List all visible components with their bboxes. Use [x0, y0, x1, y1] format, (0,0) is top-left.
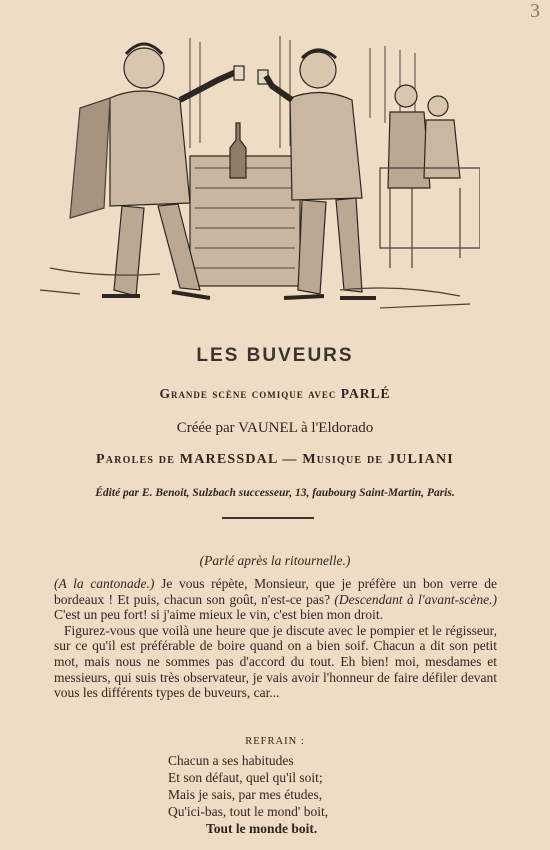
paragraph-2: Figurez-vous que voilà une heure que je discute avec le pompier et le régisseur, sur ce qu'il est préférable de boire quand on a bien soif. Chacun a dit son petit mot, mais nous ne sommes pas d'accord du tout. Eh bien! moi, mesdames et messieurs, qui suis très observateur, je vais avoir l'honneur de faire défiler devant vous les différents types de buveurs, car...	[54, 622, 497, 701]
spoken-text	[54, 576, 497, 701]
page-number: 3	[530, 0, 540, 22]
lyrics-music-credits: Paroles de MARESSDAL — Musique de JULIANI	[96, 452, 454, 467]
verse-line: Mais je sais, par mes études,	[168, 787, 323, 802]
song-title: LES BUVEURS	[196, 345, 354, 366]
verse-line: Et son défaut, quel qu'il soit;	[168, 770, 323, 785]
stage-direction: (A la cantonade.)	[54, 576, 155, 591]
verse-line: Chacun a ses habitudes	[168, 753, 294, 768]
paragraph-text: C'est un peu fort! si j'aime mieux le vin, c'est bien mon droit.	[54, 607, 383, 623]
paragraph-1	[54, 576, 497, 623]
drinkers-illustration	[40, 28, 480, 328]
creator-line: Créée par VAUNEL à l'Eldorado	[176, 420, 374, 436]
publisher-line: Édité par E. Benoit, Sulzbach successeur, 13, faubourg Saint-Martin, Paris.	[95, 487, 455, 499]
paragraph-text: Je vous répète, Monsieur, que je préfère un bon verre de bordeaux ! Et puis, chacun son goût, n'est-ce pas?	[54, 576, 497, 607]
refrain-label: REFRAIN :	[245, 736, 305, 747]
song-subtitle: Grande scène comique avec PARLÉ	[159, 386, 391, 401]
verse-line: Qu'ici-bas, tout le mond' boit,	[168, 804, 329, 819]
refrain-verse	[168, 752, 328, 837]
spoken-part-heading: (Parlé après la ritournelle.)	[199, 553, 351, 568]
stage-direction: (Descendant à l'avant-scène.)	[334, 591, 497, 607]
verse-line: Tout le monde boit.	[206, 821, 318, 836]
section-divider	[222, 517, 314, 519]
